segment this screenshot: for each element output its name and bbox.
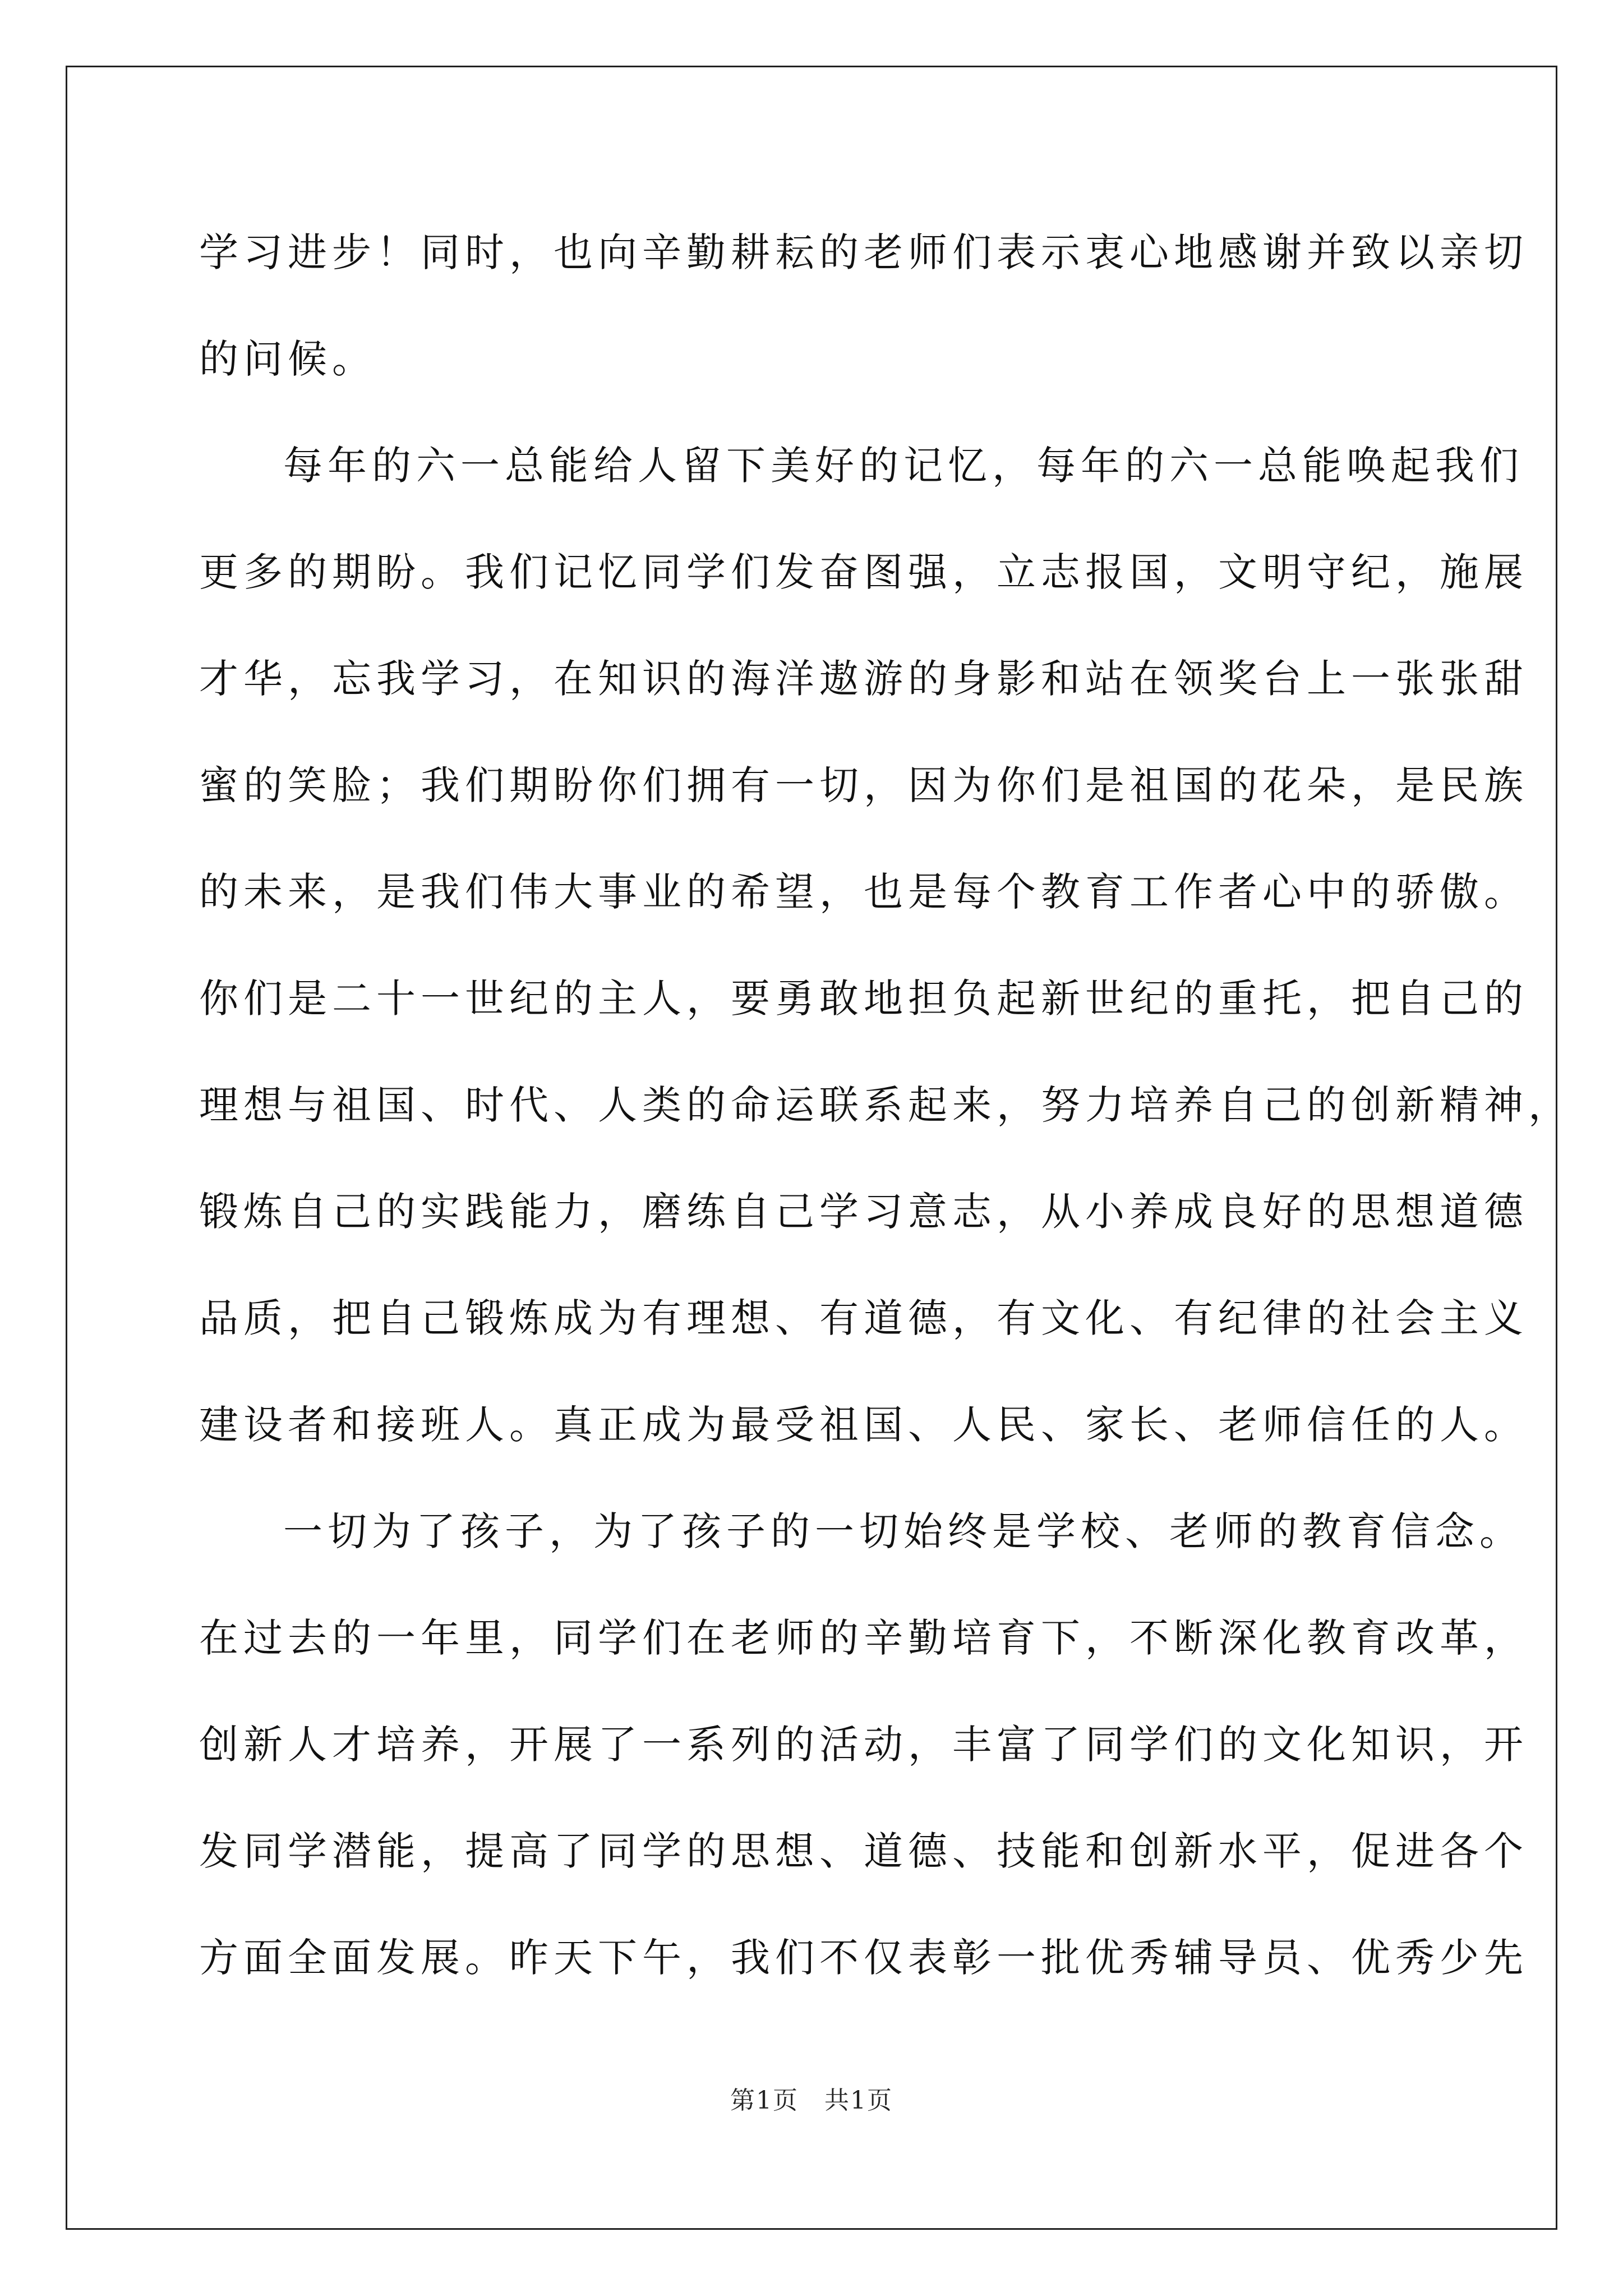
text-line: 在过去的一年里，同学们在老师的辛勤培育下，不断深化教育改革， — [199, 1615, 1528, 1661]
text-line: 的未来，是我们伟大事业的希望，也是每个教育工作者心中的骄傲。 — [199, 869, 1528, 915]
text-line: 发同学潜能，提高了同学的思想、道德、技能和创新水平，促进各个 — [199, 1828, 1528, 1874]
page-number-footer: 第1页 共1页 — [730, 2086, 893, 2115]
text-line: 你们是二十一世纪的主人，要勇敢地担负起新世纪的重托，把自己的 — [199, 976, 1528, 1022]
text-line: 更多的期盼。我们记忆同学们发奋图强，立志报国，文明守纪，施展 — [199, 549, 1528, 595]
text-line: 建设者和接班人。真正成为最受祖国、人民、家长、老师信任的人。 — [199, 1402, 1528, 1448]
text-line: 每年的六一总能给人留下美好的记忆，每年的六一总能唤起我们 — [283, 443, 1524, 489]
text-line: 蜜的笑脸；我们期盼你们拥有一切，因为你们是祖国的花朵，是民族 — [199, 762, 1528, 808]
text-line: 锻炼自己的实践能力，磨练自己学习意志，从小养成良好的思想道德 — [199, 1189, 1528, 1235]
text-line: 方面全面发展。昨天下午，我们不仅表彰一批优秀辅导员、优秀少先 — [199, 1935, 1528, 1981]
text-line: 的问候。 — [199, 336, 376, 382]
text-line: 品质，把自己锻炼成为有理想、有道德，有文化、有纪律的社会主义 — [199, 1295, 1528, 1341]
text-line: 才华，忘我学习，在知识的海洋遨游的身影和站在领奖台上一张张甜 — [199, 656, 1528, 702]
document-body — [199, 219, 1573, 2031]
text-line: 创新人才培养，开展了一系列的活动，丰富了同学们的文化知识，开 — [199, 1722, 1528, 1768]
text-line: 理想与祖国、时代、人类的命运联系起来，努力培养自己的创新精神， — [199, 1082, 1573, 1128]
text-line: 一切为了孩子，为了孩子的一切始终是学校、老师的教育信念。 — [283, 1508, 1524, 1554]
text-line: 学习进步！同时，也向辛勤耕耘的老师们表示衷心地感谢并致以亲切 — [199, 229, 1528, 275]
